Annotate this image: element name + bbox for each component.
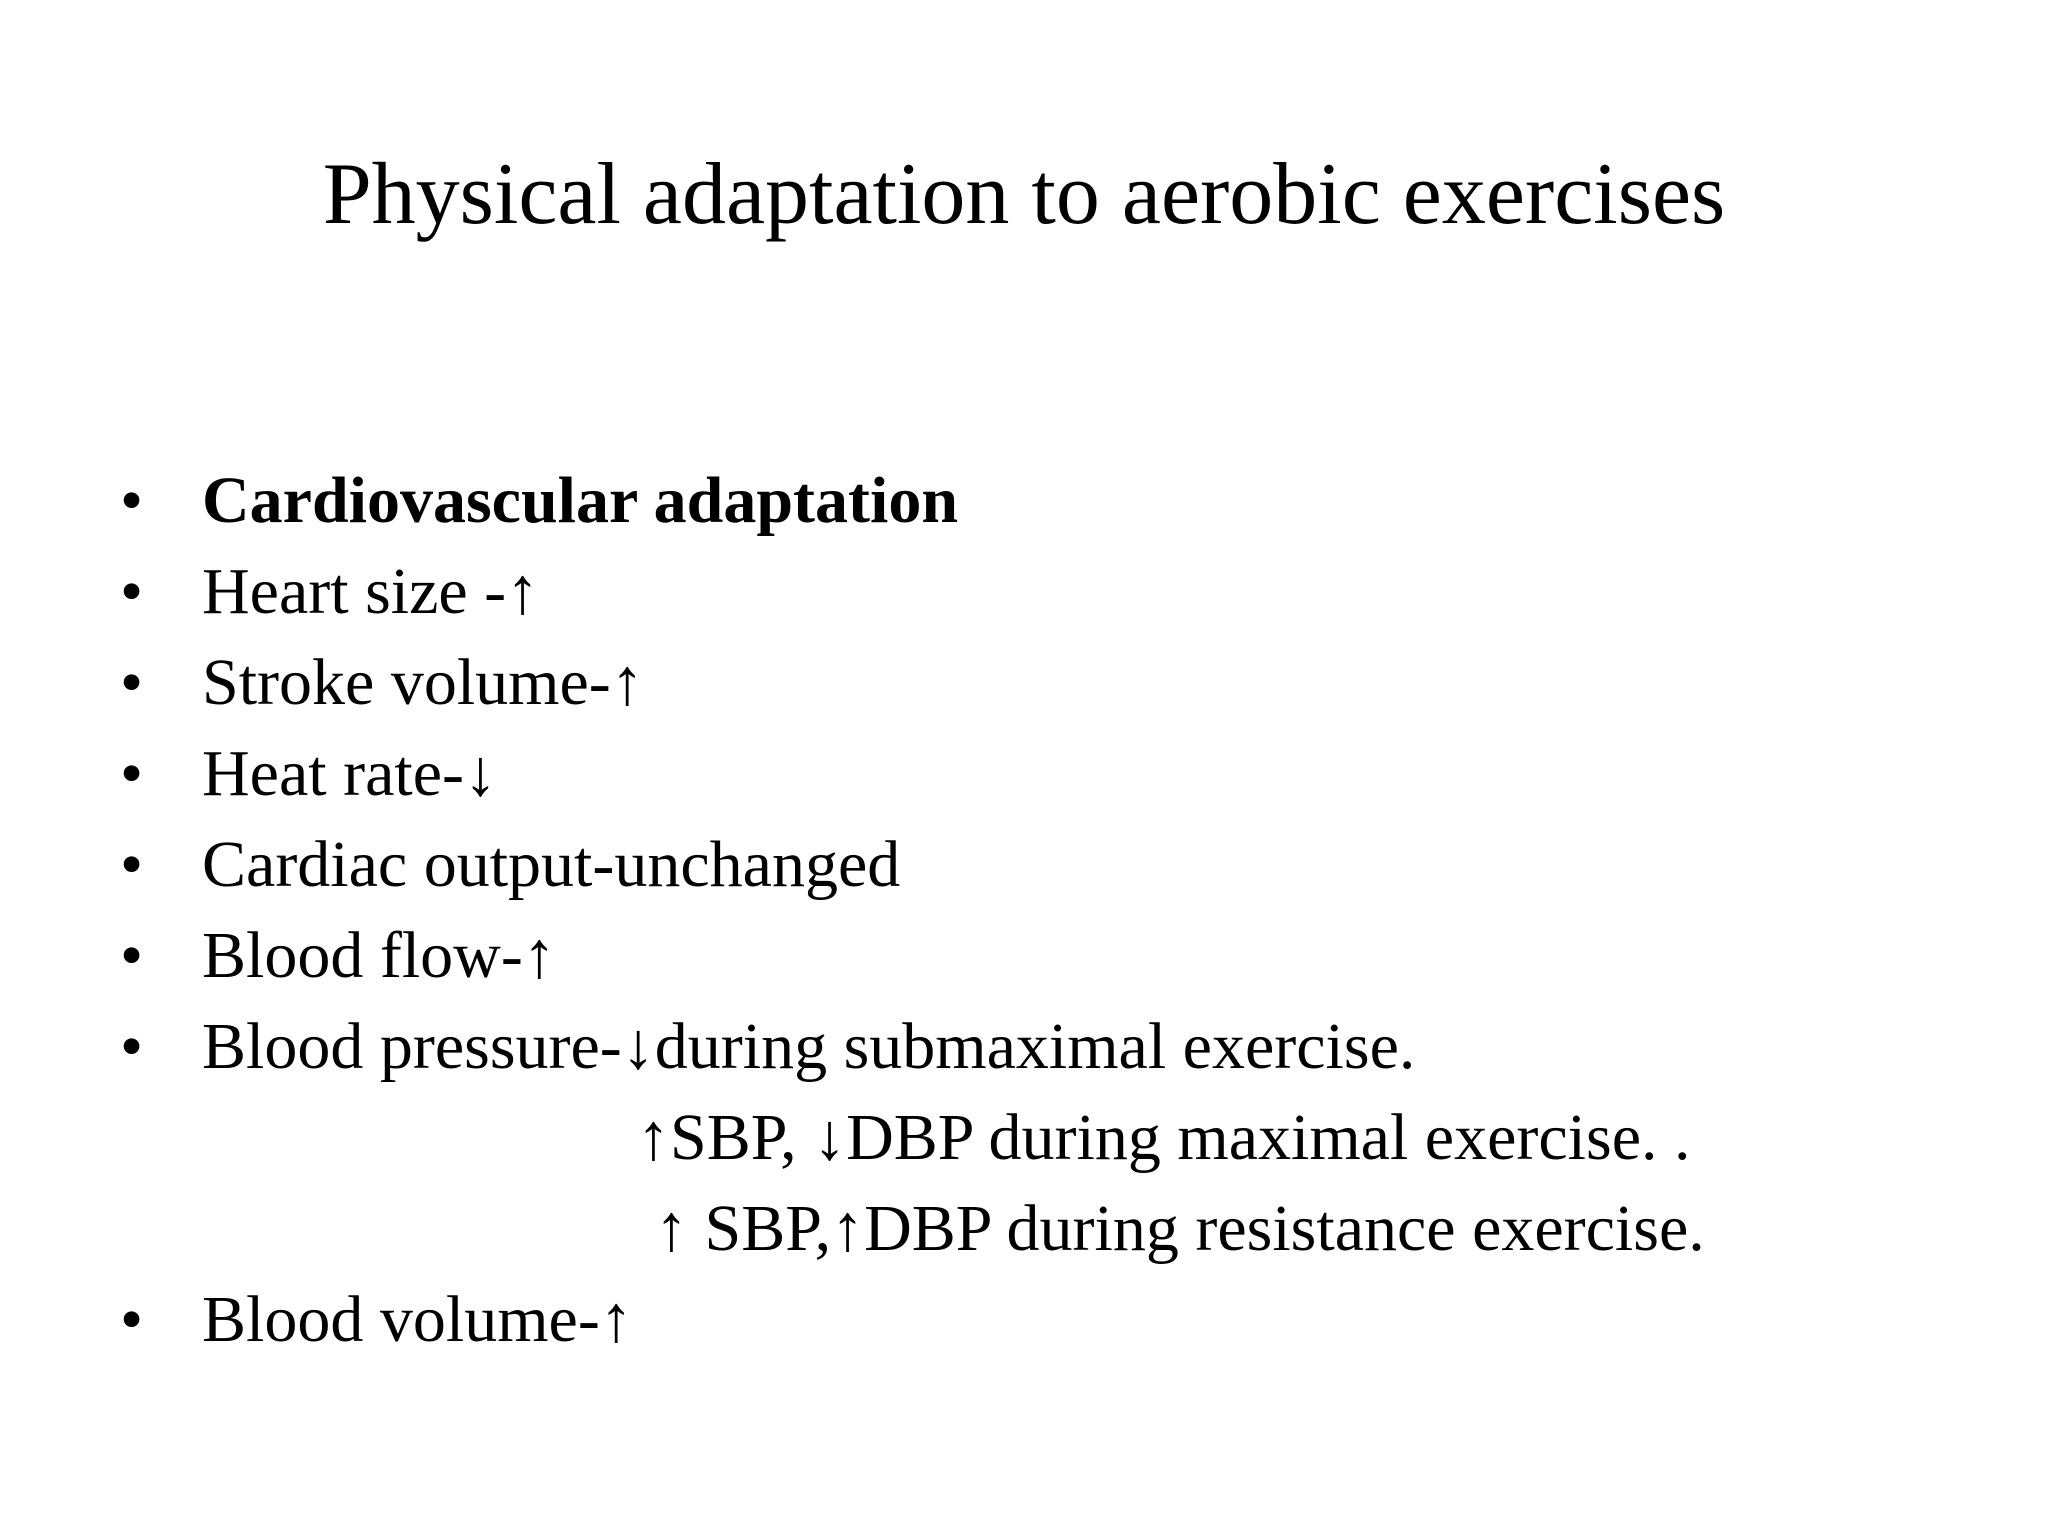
bullet-item-stroke-volume (120, 637, 1705, 728)
blood-pressure-subline-resistance: ↑ SBP,↑DBP during resistance exercise. (655, 1192, 1705, 1265)
bullet-icon: • (120, 1010, 144, 1083)
blood-pressure-subline-maximal: ↑SBP, ↓DBP during maximal exercise. . (637, 1101, 1691, 1174)
bullet-item-blood-volume (120, 1274, 1705, 1365)
bullet-icon: • (120, 555, 144, 628)
slide-title: Physical adaptation to aerobic exercises (322, 146, 1726, 243)
bullet-icon: • (120, 828, 144, 901)
bullet-icon: • (120, 1283, 144, 1356)
bullet-item-cardiovascular-adaptation (120, 455, 1705, 546)
bullet-text: Cardiovascular adaptation (202, 464, 959, 537)
bullet-item-cardiac-output (120, 819, 1705, 910)
bullet-icon: • (120, 646, 144, 719)
bullet-icon: • (120, 464, 144, 537)
bullet-item-blood-pressure (120, 1001, 1705, 1092)
bullet-text: Blood pressure-↓during submaximal exercise. (202, 1010, 1416, 1083)
bullet-text: Cardiac output-unchanged (202, 828, 901, 901)
bullet-item-blood-flow (120, 910, 1705, 1001)
bullet-text: Stroke volume-↑ (202, 646, 644, 719)
bullet-item-heart-size (120, 546, 1705, 637)
bullet-text: Blood flow-↑ (202, 919, 556, 992)
bullet-text: Blood volume-↑ (202, 1283, 633, 1356)
bullet-text: Heat rate-↓ (202, 737, 497, 810)
bullet-item-heat-rate (120, 728, 1705, 819)
bullet-icon: • (120, 919, 144, 992)
bullet-text: Heart size -↑ (202, 555, 540, 628)
bullet-list (120, 455, 1705, 1365)
bullet-icon: • (120, 737, 144, 810)
